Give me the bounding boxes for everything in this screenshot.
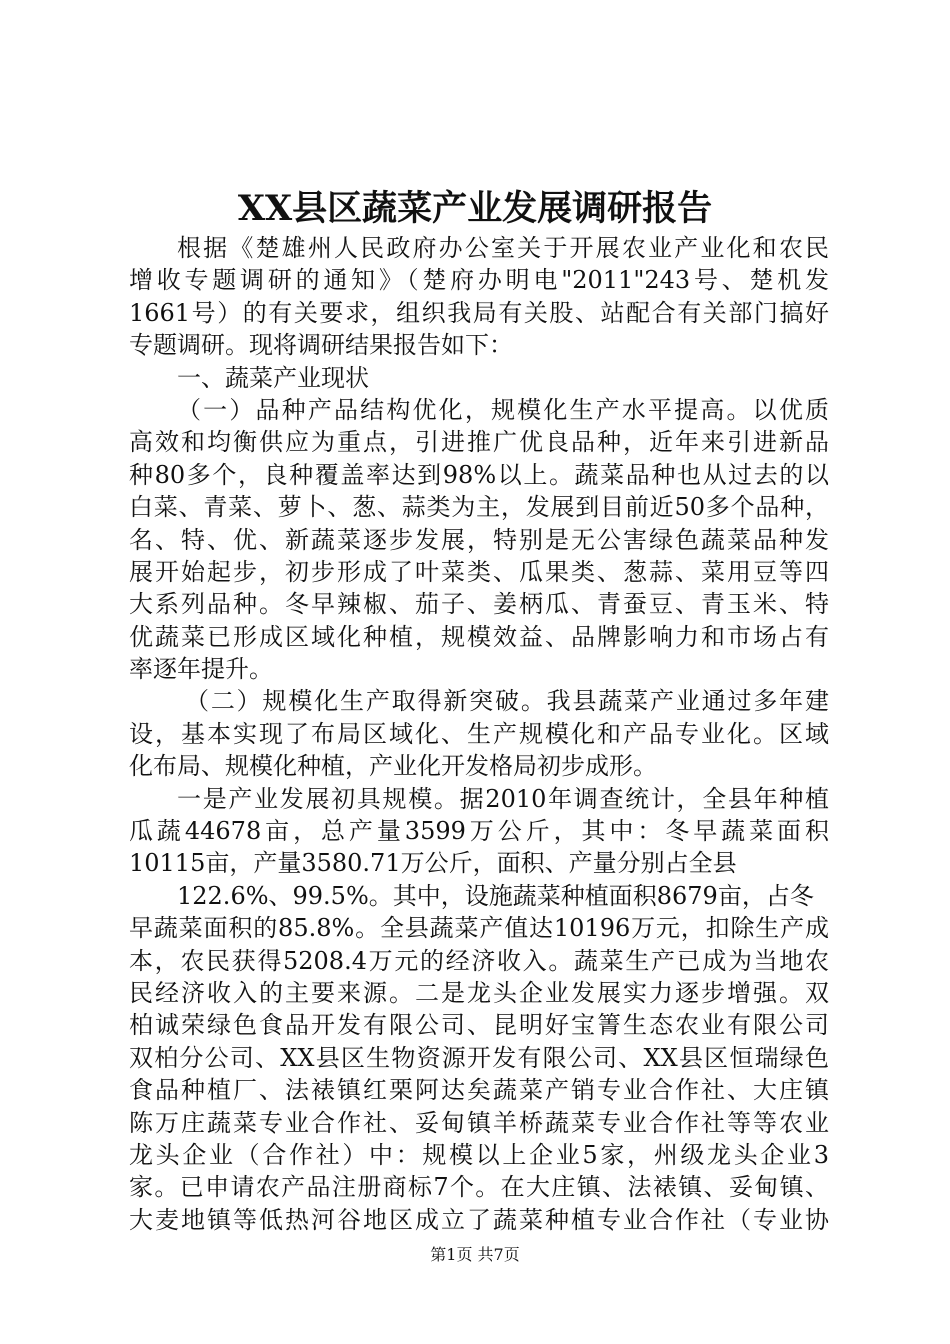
body-line: 10115亩，产量3580.71万公斤，面积、产量分别占全县 <box>129 849 737 878</box>
body-line: 专题调研。现将调研结果报告如下： <box>129 331 513 360</box>
body-line: 种80多个，良种覆盖率达到98%以上。蔬菜品种也从过去的以 <box>129 460 829 489</box>
body-line: 大系列品种。冬早辣椒、茄子、姜柄瓜、青蚕豆、青玉米、特 <box>129 590 829 619</box>
body-line: 设，基本实现了布局区域化、生产规模化和产品专业化。区域 <box>129 719 829 748</box>
body-line: 优蔬菜已形成区域化种植，规模效益、品牌影响力和市场占有 <box>129 622 829 651</box>
body-line: 展开始起步，初步形成了叶菜类、瓜果类、葱蒜、菜用豆等四 <box>129 557 829 586</box>
body-line: 白菜、青菜、萝卜、葱、蒜类为主，发展到目前近50多个品种， <box>129 493 829 522</box>
body-line: 率逐年提升。 <box>129 655 273 684</box>
body-line: 龙头企业（合作社）中：规模以上企业5家，州级龙头企业3 <box>129 1140 829 1169</box>
body-line: 大麦地镇等低热河谷地区成立了蔬菜种植专业合作社（专业协 <box>129 1205 829 1234</box>
body-line: 根据《楚雄州人民政府办公室关于开展农业产业化和农民 <box>177 234 829 262</box>
body-line: 高效和均衡供应为重点，引进推广优良品种，近年来引进新品 <box>129 428 829 457</box>
body-line: 增收专题调研的通知》（楚府办明电"2011"243号、楚机发 <box>129 266 829 295</box>
body-line: 双柏分公司、XX县区生物资源开发有限公司、XX县区恒瑞绿色 <box>129 1043 829 1072</box>
body-line: 一是产业发展初具规模。据2010年调查统计，全县年种植 <box>177 784 829 813</box>
body-line: 名、特、优、新蔬菜逐步发展，特别是无公害绿色蔬菜品种发 <box>129 525 829 554</box>
body-line: 食品种植厂、法裱镇红栗阿达矣蔬菜产销专业合作社、大庄镇 <box>129 1076 829 1105</box>
document-title: XX县区蔬菜产业发展调研报告 <box>237 188 713 229</box>
section-heading: 一、蔬菜产业现状 <box>177 363 369 392</box>
body-line: 瓜蔬44678亩，总产量3599万公斤，其中：冬早蔬菜面积 <box>129 817 829 846</box>
document-body <box>129 232 829 1236</box>
subsection-heading: （二）规模化生产取得新突破。我县蔬菜产业通过多年建 <box>185 687 829 716</box>
body-line: 化布局、规模化种植，产业化开发格局初步成形。 <box>129 752 657 781</box>
body-line: 陈万庄蔬菜专业合作社、妥甸镇羊桥蔬菜专业合作社等等农业 <box>129 1108 829 1137</box>
body-line: 1661号）的有关要求，组织我局有关股、站配合有关部门搞好 <box>129 298 829 327</box>
page-indicator: 第1页 共7页 <box>430 1245 520 1264</box>
body-line: 122.6%、99.5%。其中，设施蔬菜种植面积8679亩，占冬 <box>177 881 814 910</box>
body-line: 民经济收入的主要来源。二是龙头企业发展实力逐步增强。双 <box>129 978 829 1007</box>
body-line: 本，农民获得5208.4万元的经济收入。蔬菜生产已成为当地农 <box>129 946 829 975</box>
body-line: 柏诚荣绿色食品开发有限公司、昆明好宝箐生态农业有限公司 <box>129 1011 829 1040</box>
subsection-heading: （一）品种产品结构优化，规模化生产水平提高。以优质 <box>177 395 829 424</box>
body-line: 早蔬菜面积的85.8%。全县蔬菜产值达10196万元，扣除生产成 <box>129 914 829 943</box>
body-line: 家。已申请农产品注册商标7个。在大庄镇、法裱镇、妥甸镇、 <box>129 1173 829 1202</box>
